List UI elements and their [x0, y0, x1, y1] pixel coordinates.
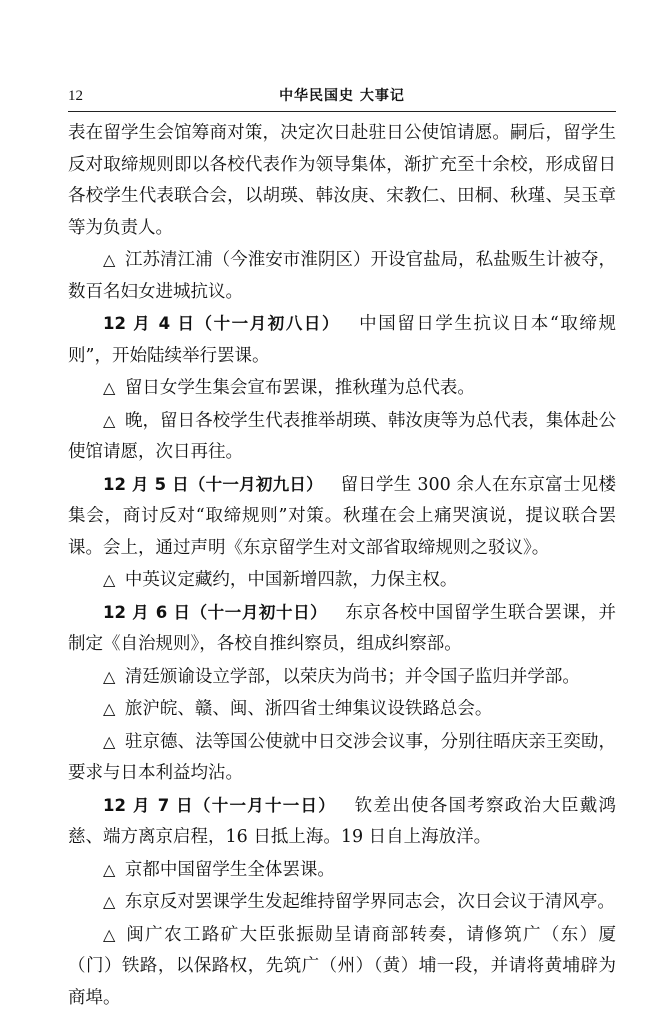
triangle-marker-icon: △ [103, 732, 115, 751]
entry-date: 12 月 4 日（十一月初八日） [103, 314, 340, 333]
entry-text: 晚，留日各校学生代表推举胡瑛、韩汝庚等为总代表，集体赴公使馆请愿，次日再往。 [68, 411, 616, 463]
entry-text: 东京各校中国留学生联合罢课，并制定《自治规则》，各校自推纠察员，组成纠察部。 [68, 603, 616, 655]
triangle-marker-icon: △ [103, 925, 117, 944]
entry-text: 中国留日学生抗议日本“取缔规则”，开始陆续举行罢课。 [68, 314, 616, 366]
entry-paragraph [68, 244, 616, 308]
entry-text: 留日学生 300 余人在东京富士见楼集会，商讨反对“取缔规则”对策。秋瑾在会上痛哭演说，提议联合罢课。会上，通过声明《东京留学生对文部省取缔规则之驳议》。 [68, 475, 616, 558]
triangle-marker-icon: △ [103, 378, 115, 397]
chronicle-body [68, 118, 616, 1014]
entry-date: 12 月 5 日（十一月初九日） [103, 475, 323, 494]
entry-paragraph [68, 469, 616, 565]
header-rule [68, 111, 616, 112]
triangle-marker-icon: △ [103, 892, 115, 911]
triangle-marker-icon: △ [103, 667, 115, 686]
entry-paragraph [68, 372, 616, 405]
page-header [68, 86, 616, 108]
running-title: 中华民国史 大事记 [68, 86, 616, 106]
entry-paragraph [68, 854, 616, 887]
triangle-marker-icon: △ [103, 250, 115, 269]
entry-date: 12 月 6 日（十一月初十日） [103, 603, 327, 622]
entry-text: 闽广农工路矿大臣张振勋呈请商部转奏，请修筑广（东）厦（门）铁路，以保路权，先筑广（州）（黄）埔一段，并请将黄埔辟为商埠。 [68, 925, 616, 1008]
entry-paragraph [68, 597, 616, 661]
triangle-marker-icon: △ [103, 860, 115, 879]
entry-paragraph [68, 308, 616, 372]
triangle-marker-icon: △ [103, 570, 115, 589]
entry-text: 钦差出使各国考察政治大臣戴鸿慈、端方离京启程，16 日抵上海。19 日自上海放洋。 [68, 796, 616, 848]
entry-text: 表在留学生会馆筹商对策，决定次日赴驻日公使馆请愿。嗣后，留学生反对取缔规则即以各校代表作为领导集体，渐扩充至十余校，形成留日各校学生代表联合会，以胡瑛、韩汝庚、宋教仁、田桐、秋瑾、吴玉章等为负责人。 [68, 123, 616, 238]
entry-text: 留日女学生集会宣布罢课，推秋瑾为总代表。 [125, 378, 475, 398]
entry-paragraph [68, 886, 616, 919]
entry-text: 京都中国留学生全体罢课。 [125, 860, 335, 880]
entry-text: 江苏清江浦（今淮安市淮阴区）开设官盐局，私盐贩生计被夺，数百名妇女进城抗议。 [68, 250, 616, 302]
entry-text: 旅沪皖、赣、闽、浙四省士绅集议设铁路总会。 [125, 699, 493, 719]
page-number: 12 [68, 86, 83, 106]
entry-text: 东京反对罢课学生发起维持留学界同志会，次日会议于清风亭。 [125, 892, 615, 912]
triangle-marker-icon: △ [103, 411, 115, 430]
entry-paragraph [68, 564, 616, 597]
triangle-marker-icon: △ [103, 699, 115, 718]
entry-paragraph [68, 693, 616, 726]
entry-text: 清廷颁谕设立学部，以荣庆为尚书；并令国子监归并学部。 [125, 667, 580, 687]
entry-paragraph [68, 726, 616, 790]
entry-text: 中英议定藏约，中国新增四款，力保主权。 [125, 570, 458, 590]
entry-paragraph [68, 405, 616, 469]
entry-paragraph [68, 790, 616, 854]
entry-paragraph [68, 661, 616, 694]
entry-text: 驻京德、法等国公使就中日交涉会议事，分别往晤庆亲王奕劻，要求与日本利益均沾。 [68, 732, 616, 784]
entry-date: 12 月 7 日（十一月十一日） [103, 796, 336, 815]
entry-paragraph [68, 118, 616, 244]
